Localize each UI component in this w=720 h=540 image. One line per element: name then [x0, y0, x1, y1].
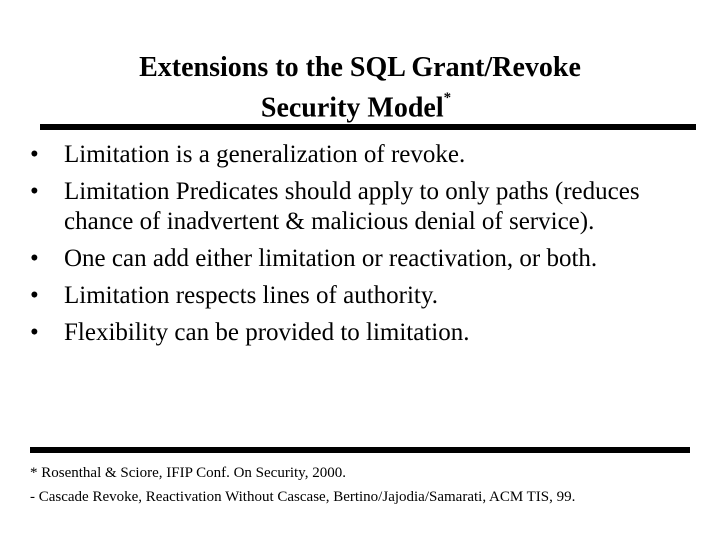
- footnotes: [30, 461, 710, 509]
- bullet-text: Limitation respects lines of authority.: [64, 282, 438, 309]
- title-divider: [40, 124, 696, 130]
- bullet-marker: •: [30, 245, 39, 272]
- bullet-item: [0, 140, 684, 170]
- bullet-item: [0, 318, 684, 348]
- bullet-text: Flexibility can be provided to limitation.: [64, 319, 470, 346]
- slide-title: [0, 50, 720, 125]
- title-footnote-mark: *: [443, 90, 452, 106]
- bullet-text: Limitation is a generalization of revoke.: [64, 141, 466, 168]
- bullet-text: Limitation Predicates should apply to only paths (reduces chance of inadvertent & malicious denial of service).: [64, 178, 640, 235]
- title-line-2: [0, 85, 716, 125]
- bullet-item: [0, 177, 684, 237]
- footnote-divider: [30, 447, 690, 453]
- footnote-2: - Cascade Revoke, Reactivation Without Cascase, Bertino/Jajodia/Samarati, ACM TIS, 99.: [30, 489, 576, 505]
- bullet-list: [0, 140, 720, 355]
- title-line-2-text: Security Model: [260, 92, 444, 124]
- bullet-marker: •: [30, 319, 39, 346]
- bullet-item: [0, 281, 684, 311]
- bullet-marker: •: [30, 141, 39, 168]
- title-line-1: Extensions to the SQL Grant/Revoke: [139, 52, 581, 83]
- bullet-item: [0, 244, 684, 274]
- footnote-1: * Rosenthal & Sciore, IFIP Conf. On Security, 2000.: [30, 465, 346, 481]
- bullet-marker: •: [30, 178, 39, 205]
- bullet-text: One can add either limitation or reactivation, or both.: [64, 245, 598, 272]
- bullet-marker: •: [30, 282, 39, 309]
